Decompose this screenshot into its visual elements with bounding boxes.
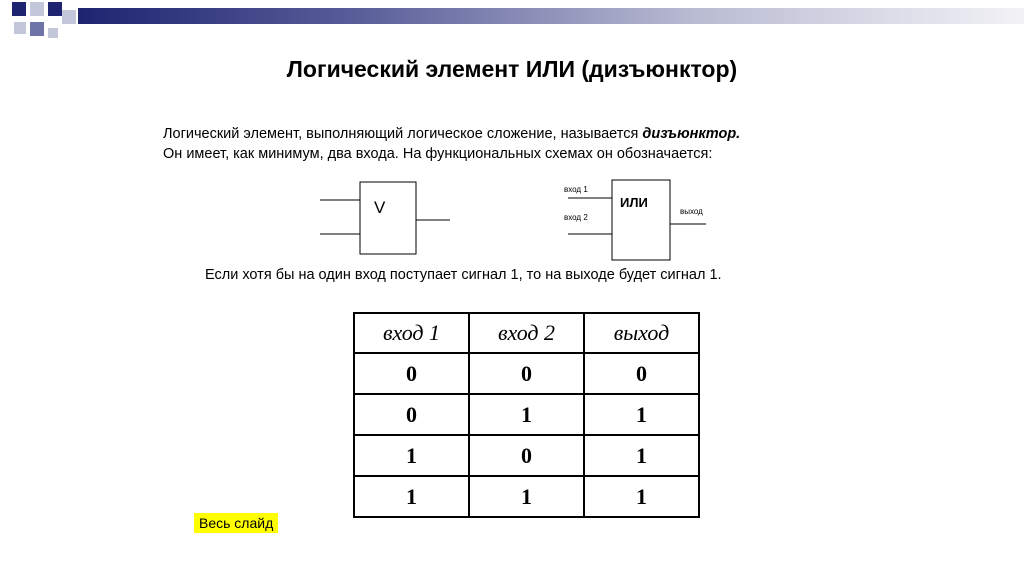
table-cell: 1 bbox=[354, 476, 469, 517]
whole-slide-link[interactable]: Весь слайд bbox=[194, 513, 278, 533]
header-square bbox=[12, 2, 26, 16]
output-label: выход bbox=[680, 207, 703, 216]
table-cell: 1 bbox=[584, 394, 699, 435]
header-square bbox=[48, 2, 62, 16]
gate-symbol: ИЛИ bbox=[620, 195, 648, 210]
header-square bbox=[62, 10, 76, 24]
column-header: выход bbox=[584, 313, 699, 353]
or-gate-diagram-ili bbox=[560, 178, 730, 268]
input-label: вход 1 bbox=[564, 185, 588, 194]
header-square bbox=[14, 22, 26, 34]
table-row bbox=[354, 394, 699, 435]
table-cell: 1 bbox=[354, 435, 469, 476]
table-cell: 0 bbox=[354, 394, 469, 435]
definition-term: дизъюнктор. bbox=[642, 126, 741, 142]
table-row bbox=[354, 353, 699, 394]
table-row bbox=[354, 435, 699, 476]
decorative-header bbox=[0, 0, 1024, 46]
definition-paragraph bbox=[163, 124, 883, 164]
definition-text-2: Он имеет, как минимум, два входа. На функциональных схемах он обозначается: bbox=[163, 146, 713, 162]
header-square bbox=[48, 28, 58, 38]
table-cell: 0 bbox=[584, 353, 699, 394]
gate-box bbox=[360, 182, 416, 254]
header-gradient-bar bbox=[78, 8, 1024, 24]
column-header: вход 1 bbox=[354, 313, 469, 353]
table-header-row bbox=[354, 313, 699, 353]
header-square bbox=[30, 22, 44, 36]
truth-table bbox=[353, 312, 700, 518]
rule-text: Если хотя бы на один вход поступает сигнал 1, то на выходе будет сигнал 1. bbox=[205, 267, 722, 283]
input-label: вход 2 bbox=[564, 213, 588, 222]
table-cell: 1 bbox=[584, 435, 699, 476]
table-cell: 0 bbox=[469, 353, 584, 394]
gate-symbol: V bbox=[374, 198, 386, 217]
table-cell: 1 bbox=[469, 476, 584, 517]
table-cell: 0 bbox=[354, 353, 469, 394]
table-cell: 1 bbox=[469, 394, 584, 435]
table-row bbox=[354, 476, 699, 517]
or-gate-diagram-v bbox=[318, 180, 458, 260]
table-cell: 0 bbox=[469, 435, 584, 476]
table-cell: 1 bbox=[584, 476, 699, 517]
definition-text: Логический элемент, выполняющий логическое сложение, называется bbox=[163, 126, 643, 142]
gate-box bbox=[612, 180, 670, 260]
column-header: вход 2 bbox=[469, 313, 584, 353]
header-square bbox=[30, 2, 44, 16]
slide-title: Логический элемент ИЛИ (дизъюнктор) bbox=[286, 56, 738, 82]
